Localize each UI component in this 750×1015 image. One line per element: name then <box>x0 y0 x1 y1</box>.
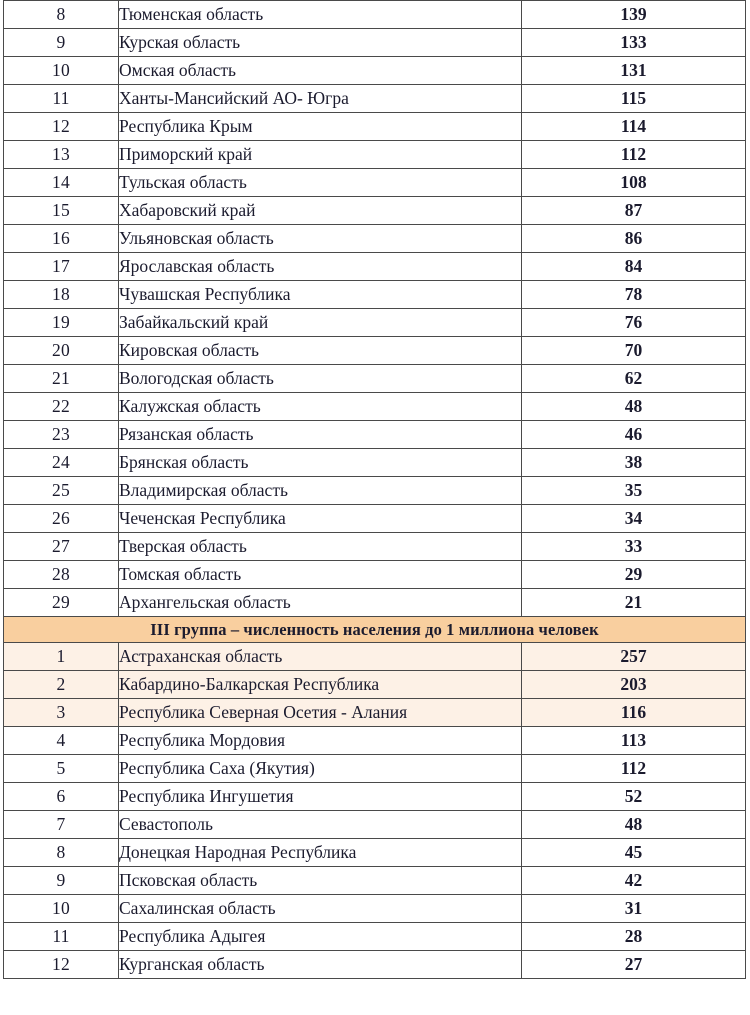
region-name-cell: Брянская область <box>119 449 522 477</box>
table-row <box>4 309 746 337</box>
rank-cell: 22 <box>4 393 119 421</box>
rank-cell: 10 <box>4 895 119 923</box>
group-header-row <box>4 617 746 643</box>
region-name-cell: Тверская область <box>119 533 522 561</box>
value-cell: 131 <box>522 57 746 85</box>
region-name-cell: Приморский край <box>119 141 522 169</box>
region-name-cell: Омская область <box>119 57 522 85</box>
rank-cell: 27 <box>4 533 119 561</box>
value-cell: 27 <box>522 951 746 979</box>
region-name-cell: Севастополь <box>119 811 522 839</box>
table-body <box>4 1 746 979</box>
value-cell: 139 <box>522 1 746 29</box>
table-row <box>4 169 746 197</box>
region-name-cell: Сахалинская область <box>119 895 522 923</box>
rank-cell: 15 <box>4 197 119 225</box>
table-row <box>4 589 746 617</box>
region-name-cell: Ульяновская область <box>119 225 522 253</box>
region-name-cell: Кировская область <box>119 337 522 365</box>
value-cell: 133 <box>522 29 746 57</box>
value-cell: 34 <box>522 505 746 533</box>
region-name-cell: Чувашская Республика <box>119 281 522 309</box>
table-row <box>4 1 746 29</box>
rank-cell: 19 <box>4 309 119 337</box>
rank-cell: 26 <box>4 505 119 533</box>
region-name-cell: Томская область <box>119 561 522 589</box>
value-cell: 257 <box>522 643 746 671</box>
rank-cell: 13 <box>4 141 119 169</box>
table-row <box>4 225 746 253</box>
value-cell: 112 <box>522 141 746 169</box>
value-cell: 116 <box>522 699 746 727</box>
table-row <box>4 951 746 979</box>
region-name-cell: Рязанская область <box>119 421 522 449</box>
value-cell: 115 <box>522 85 746 113</box>
region-name-cell: Республика Крым <box>119 113 522 141</box>
table-row <box>4 727 746 755</box>
table-row <box>4 783 746 811</box>
rank-cell: 24 <box>4 449 119 477</box>
region-name-cell: Калужская область <box>119 393 522 421</box>
rank-cell: 5 <box>4 755 119 783</box>
region-name-cell: Республика Мордовия <box>119 727 522 755</box>
rank-cell: 7 <box>4 811 119 839</box>
rank-cell: 16 <box>4 225 119 253</box>
table-row <box>4 643 746 671</box>
table-row <box>4 365 746 393</box>
value-cell: 86 <box>522 225 746 253</box>
region-name-cell: Астраханская область <box>119 643 522 671</box>
value-cell: 21 <box>522 589 746 617</box>
region-name-cell: Республика Северная Осетия - Алания <box>119 699 522 727</box>
group-header-label: III группа – численность населения до 1 миллиона человек <box>4 617 746 643</box>
rank-cell: 11 <box>4 85 119 113</box>
region-name-cell: Чеченская Республика <box>119 505 522 533</box>
region-name-cell: Псковская область <box>119 867 522 895</box>
table-row <box>4 477 746 505</box>
rank-cell: 29 <box>4 589 119 617</box>
table-row <box>4 337 746 365</box>
rank-cell: 21 <box>4 365 119 393</box>
value-cell: 42 <box>522 867 746 895</box>
value-cell: 62 <box>522 365 746 393</box>
table-row <box>4 393 746 421</box>
table-row <box>4 85 746 113</box>
table-row <box>4 253 746 281</box>
rank-cell: 3 <box>4 699 119 727</box>
region-name-cell: Владимирская область <box>119 477 522 505</box>
rank-cell: 17 <box>4 253 119 281</box>
value-cell: 46 <box>522 421 746 449</box>
table-row <box>4 505 746 533</box>
rank-cell: 4 <box>4 727 119 755</box>
value-cell: 76 <box>522 309 746 337</box>
rank-cell: 23 <box>4 421 119 449</box>
rank-cell: 14 <box>4 169 119 197</box>
value-cell: 108 <box>522 169 746 197</box>
value-cell: 38 <box>522 449 746 477</box>
rank-cell: 10 <box>4 57 119 85</box>
value-cell: 78 <box>522 281 746 309</box>
value-cell: 87 <box>522 197 746 225</box>
rank-cell: 25 <box>4 477 119 505</box>
table-row <box>4 811 746 839</box>
value-cell: 31 <box>522 895 746 923</box>
table-row <box>4 671 746 699</box>
table-row <box>4 449 746 477</box>
value-cell: 48 <box>522 393 746 421</box>
rank-cell: 12 <box>4 113 119 141</box>
rank-cell: 2 <box>4 671 119 699</box>
rank-cell: 28 <box>4 561 119 589</box>
value-cell: 70 <box>522 337 746 365</box>
table-row <box>4 699 746 727</box>
table-row <box>4 923 746 951</box>
region-name-cell: Республика Адыгея <box>119 923 522 951</box>
table-row <box>4 839 746 867</box>
rank-cell: 12 <box>4 951 119 979</box>
table-row <box>4 57 746 85</box>
value-cell: 29 <box>522 561 746 589</box>
rank-cell: 6 <box>4 783 119 811</box>
value-cell: 113 <box>522 727 746 755</box>
rank-cell: 18 <box>4 281 119 309</box>
rank-cell: 9 <box>4 867 119 895</box>
rank-cell: 8 <box>4 1 119 29</box>
region-name-cell: Ярославская область <box>119 253 522 281</box>
region-name-cell: Архангельская область <box>119 589 522 617</box>
region-name-cell: Ханты-Мансийский АО- Югра <box>119 85 522 113</box>
ranking-table <box>3 0 746 979</box>
table-row <box>4 533 746 561</box>
region-name-cell: Тюменская область <box>119 1 522 29</box>
table-row <box>4 113 746 141</box>
region-name-cell: Тульская область <box>119 169 522 197</box>
region-name-cell: Кабардино-Балкарская Республика <box>119 671 522 699</box>
region-name-cell: Забайкальский край <box>119 309 522 337</box>
region-name-cell: Курганская область <box>119 951 522 979</box>
value-cell: 33 <box>522 533 746 561</box>
table-row <box>4 197 746 225</box>
rank-cell: 11 <box>4 923 119 951</box>
table-row <box>4 141 746 169</box>
value-cell: 28 <box>522 923 746 951</box>
table-row <box>4 755 746 783</box>
table-row <box>4 561 746 589</box>
table-row <box>4 421 746 449</box>
value-cell: 114 <box>522 113 746 141</box>
rank-cell: 9 <box>4 29 119 57</box>
region-name-cell: Республика Саха (Якутия) <box>119 755 522 783</box>
table-row <box>4 867 746 895</box>
region-name-cell: Республика Ингушетия <box>119 783 522 811</box>
rank-cell: 20 <box>4 337 119 365</box>
region-name-cell: Донецкая Народная Республика <box>119 839 522 867</box>
region-name-cell: Хабаровский край <box>119 197 522 225</box>
region-name-cell: Вологодская область <box>119 365 522 393</box>
value-cell: 52 <box>522 783 746 811</box>
rank-cell: 8 <box>4 839 119 867</box>
table-row <box>4 895 746 923</box>
region-name-cell: Курская область <box>119 29 522 57</box>
value-cell: 112 <box>522 755 746 783</box>
table-row <box>4 281 746 309</box>
value-cell: 45 <box>522 839 746 867</box>
value-cell: 84 <box>522 253 746 281</box>
value-cell: 203 <box>522 671 746 699</box>
table-row <box>4 29 746 57</box>
rank-cell: 1 <box>4 643 119 671</box>
value-cell: 48 <box>522 811 746 839</box>
value-cell: 35 <box>522 477 746 505</box>
